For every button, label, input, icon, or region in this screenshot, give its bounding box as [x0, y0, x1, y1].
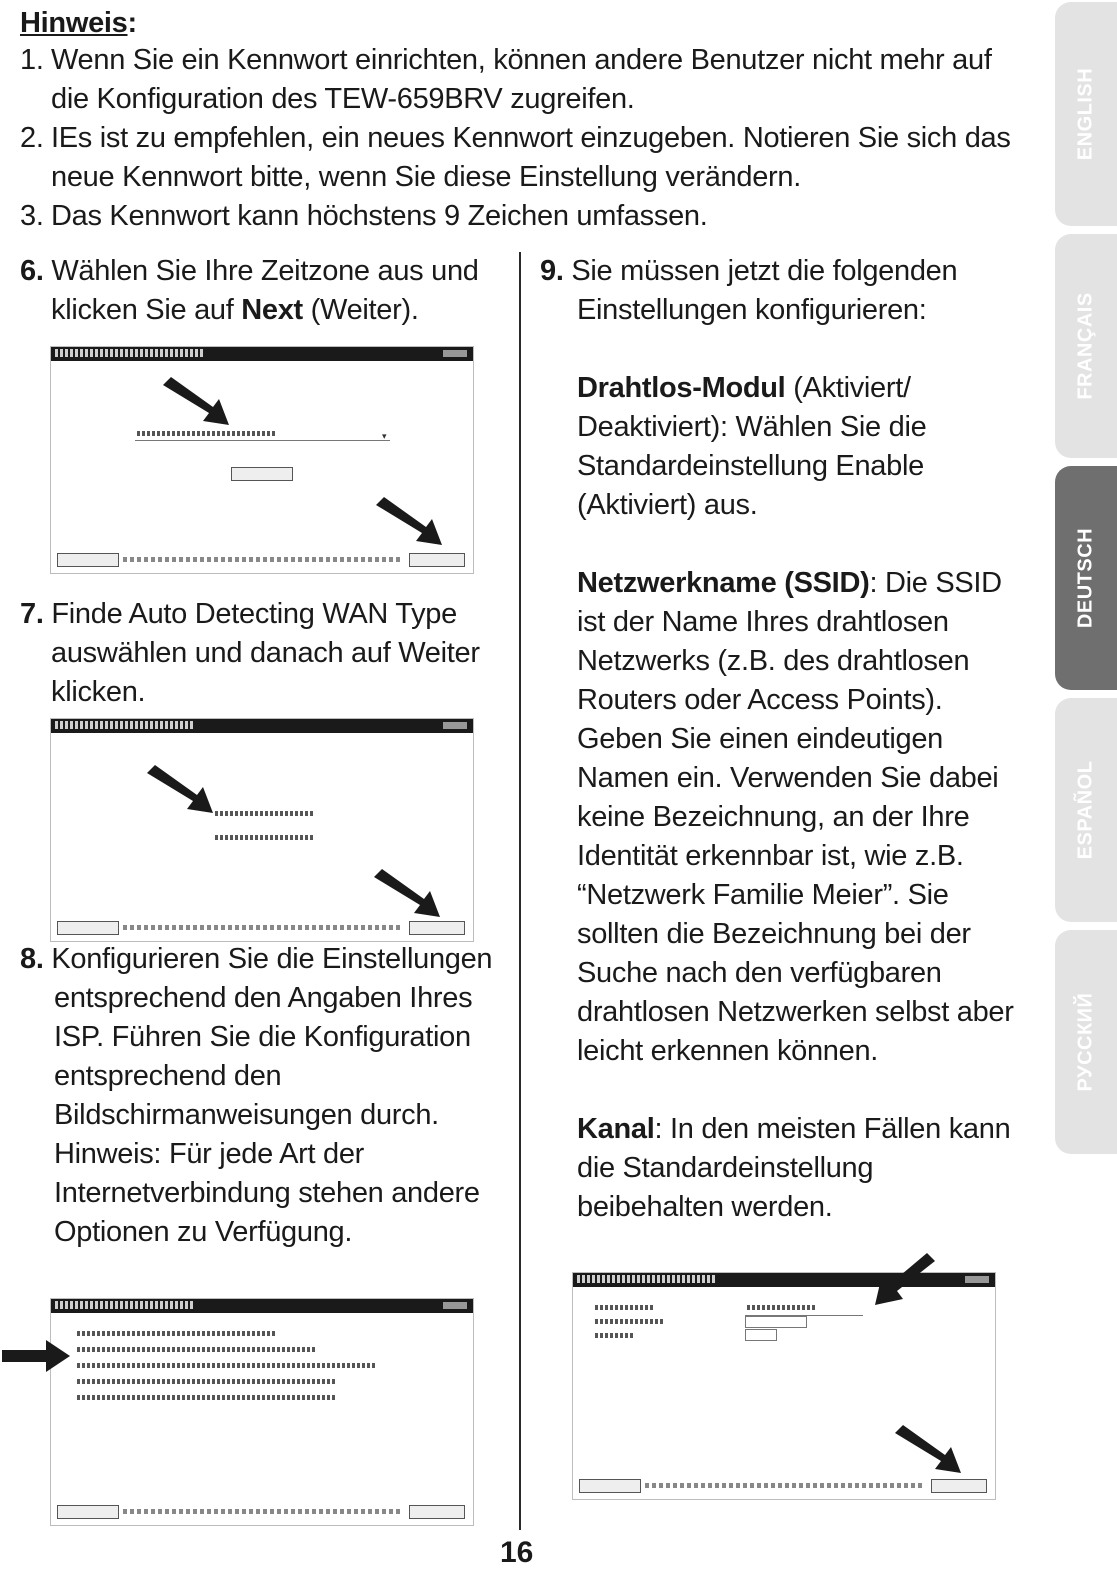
timezone-screenshot: ▾ [50, 346, 474, 574]
pointer-arrow-icon [147, 765, 217, 817]
pointer-arrow-icon [374, 869, 444, 921]
wireless-settings-screenshot [572, 1272, 996, 1500]
wan-type-screenshot [50, 718, 474, 942]
tab-english[interactable]: ENGLISH [1055, 2, 1117, 226]
tab-espanol[interactable]: ESPAÑOL [1055, 698, 1117, 922]
note-item-3: 3. Das Kennwort kann höchstens 9 Zeichen umfassen. [20, 200, 708, 232]
pointer-arrow-icon [871, 1253, 935, 1309]
step-9: 9. Sie müssen jetzt die folgenden Einstellungen konfigurieren: Drahtlos-Modul (Aktiviert/ Deaktiviert): Wählen Sie die Standardeinstellung Enable (Aktiviert) aus. Netzwerkname (SSID): Die SSID ist der Name Ihres drahtlosen Netzwerks (z.B. des drahtlosen Routers oder Access Points). Geben Sie einen eindeutigen Namen ein. Verwenden Sie dabei keine Bezeichnung, an der Ihre Identität erkennbar ist, wie z.B. “Netzwerk Familie Meier”. Sie sollten die Bezeichnung bei der Suche nach den verfügbaren drahtlosen Netzwerken selbst aber leicht erkennen können. Kanal: In den meisten Fällen kann die Standardeinstellung beibehalten werden. [540, 252, 1040, 1227]
pointer-arrow-icon [2, 1340, 72, 1372]
ssid-paragraph: Netzwerkname (SSID): Die SSID [577, 567, 1002, 599]
pointer-arrow-icon [376, 497, 446, 549]
note-item-1: 1. Wenn Sie ein Kennwort einrichten, können andere Benutzer nicht mehr auf die Konfiguration des TEW-659BRV zugreifen. [20, 44, 992, 115]
column-divider [519, 252, 521, 1530]
pointer-arrow-icon [895, 1425, 965, 1477]
isp-type-screenshot [50, 1298, 474, 1526]
note-item-2: 2. IEs ist zu empfehlen, ein neues Kennwort einzugeben. Notieren Sie sich das neue Kennwort bitte, wenn Sie diese Einstellung verändern. [20, 122, 1011, 193]
note-title: Hinweis: [20, 7, 137, 39]
step-7: 7. Finde Auto Detecting WAN Type auswählen und danach auf Weiter klicken. [20, 598, 480, 708]
tab-francais[interactable]: FRANÇAIS [1055, 234, 1117, 458]
channel-paragraph: Kanal: In den meisten Fällen kann [577, 1113, 1011, 1145]
page-number: 16 [500, 1536, 534, 1569]
tab-deutsch[interactable]: DEUTSCH [1055, 466, 1117, 690]
language-tabs [1055, 0, 1117, 1576]
pointer-arrow-icon [163, 377, 233, 429]
tab-russian[interactable]: РУССКИЙ [1055, 930, 1117, 1154]
step-6: 6. Wählen Sie Ihre Zeitzone aus und klicken Sie auf Next (Weiter). [20, 255, 479, 326]
step-8: 8. Konfigurieren Sie die Einstellungen entsprechend den Angaben Ihres ISP. Führen Sie die Konfiguration entsprechend den Bildschirmanweisungen durch. Hinweis: Für jede Art der Internetverbindung stehen andere Optionen zu Verfügung. [20, 943, 493, 1248]
wireless-module-paragraph: Drahtlos-Modul (Aktiviert/ [577, 372, 911, 404]
